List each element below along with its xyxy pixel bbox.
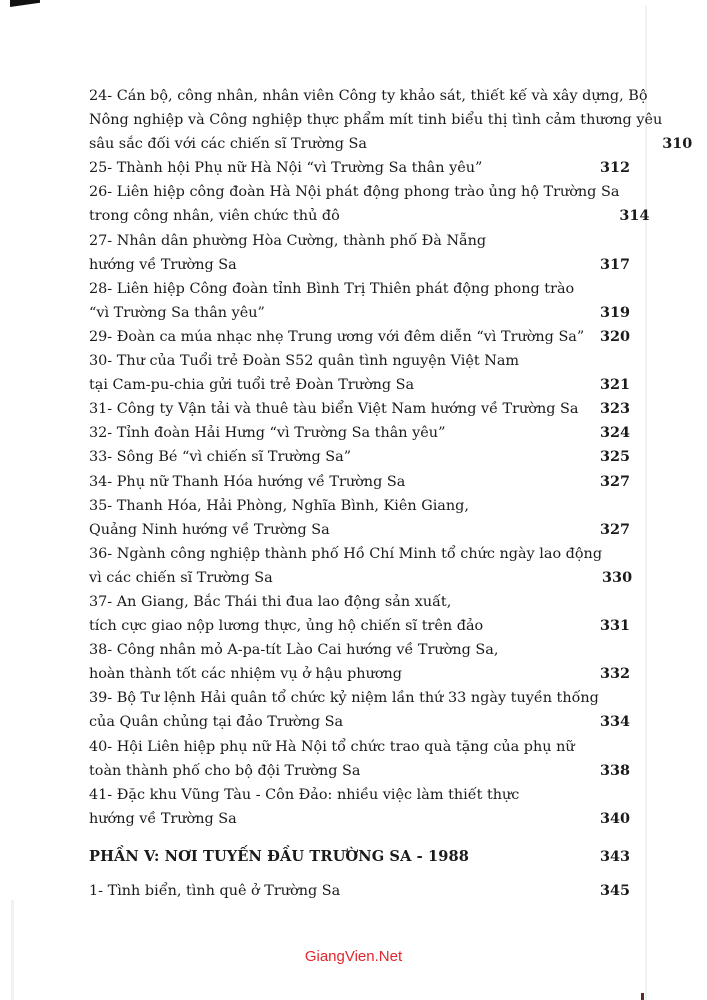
toc-entry-title bbox=[89, 542, 602, 590]
toc-entry bbox=[89, 180, 650, 228]
toc-entry-title bbox=[89, 325, 590, 349]
toc-entry-line: “vì Trường Sa thân yêu” bbox=[89, 304, 265, 321]
toc-entry-title bbox=[89, 180, 619, 228]
toc-page-number: 338 bbox=[599, 761, 630, 779]
toc-entry-title bbox=[89, 638, 590, 686]
toc-entry bbox=[89, 445, 630, 469]
toc-entry bbox=[89, 783, 630, 831]
watermark: GiangVien.Net bbox=[304, 948, 403, 965]
toc-entry-title bbox=[89, 277, 590, 325]
toc-entry bbox=[89, 277, 630, 325]
section-title: PHẦN V: NƠI TUYẾN ĐẦU TRƯỜNG SA - 1988 bbox=[89, 847, 470, 865]
toc-entry-line: 29- Đoàn ca múa nhạc nhẹ Trung ương với đêm diễn “vì Trường Sa” bbox=[89, 328, 585, 345]
toc-page-number: 312 bbox=[599, 159, 630, 177]
toc-entry-title bbox=[89, 735, 590, 783]
toc-entry-line: hướng về Trường Sa bbox=[89, 256, 237, 273]
toc-entry-line: 27- Nhân dân phường Hòa Cường, thành phố Đà Nẵng bbox=[89, 232, 487, 249]
toc-entry-title bbox=[89, 349, 590, 397]
toc-entry-title bbox=[89, 494, 590, 542]
section-page-number: 343 bbox=[599, 847, 630, 865]
toc-entry-line: 32- Tỉnh đoàn Hải Hưng “vì Trường Sa thân yêu” bbox=[89, 425, 446, 442]
toc-entry-title bbox=[89, 445, 590, 469]
toc-page-number: 314 bbox=[619, 207, 650, 225]
scan-corner-mark bbox=[641, 993, 644, 1000]
toc-entry-line: của Quân chủng tại đảo Trường Sa bbox=[89, 714, 344, 731]
toc-page-number: 327 bbox=[599, 520, 630, 538]
toc-entry bbox=[89, 879, 630, 903]
toc-entry-title bbox=[89, 84, 662, 156]
toc-page-number: 340 bbox=[599, 809, 630, 827]
toc-page-number: 345 bbox=[599, 882, 630, 899]
toc-entry-line: 1- Tình biển, tình quê ở Trường Sa bbox=[89, 883, 341, 899]
toc-page-number: 331 bbox=[599, 617, 630, 635]
toc-entry-line: 26- Liên hiệp công đoàn Hà Nội phát động phong trào ủng hộ Trường Sa bbox=[89, 184, 620, 201]
toc-entry-title bbox=[89, 470, 590, 494]
toc-entry bbox=[89, 470, 630, 494]
toc-entry bbox=[89, 325, 630, 349]
toc-entry-title bbox=[89, 783, 590, 831]
toc-entry-line: 40- Hội Liên hiệp phụ nữ Hà Nội tổ chức trao quà tặng của phụ nữ bbox=[89, 738, 575, 755]
toc-entry-line: 25- Thành hội Phụ nữ Hà Nội “vì Trường Sa thân yêu” bbox=[89, 160, 483, 177]
scan-corner-shadow bbox=[10, 0, 40, 7]
toc-entry-line: 39- Bộ Tư lệnh Hải quân tổ chức kỷ niệm lần thứ 33 ngày tuyền thống bbox=[89, 690, 599, 707]
toc-page-number: 310 bbox=[662, 135, 693, 153]
toc-entries bbox=[89, 84, 693, 831]
toc-entry bbox=[89, 397, 630, 421]
toc-entry-title bbox=[89, 590, 590, 638]
toc-entry-line: 30- Thư của Tuổi trẻ Đoàn S52 quân tình nguyện Việt Nam bbox=[89, 353, 520, 370]
toc-entry bbox=[89, 494, 630, 542]
toc-entry-title bbox=[89, 397, 590, 421]
toc-entry bbox=[89, 229, 630, 277]
toc-page-number: 320 bbox=[599, 327, 630, 345]
toc-entry bbox=[89, 542, 633, 590]
toc-entry-line: Nông nghiệp và Công nghiệp thực phẩm mít tinh biểu thị tình cảm thương yêu bbox=[89, 112, 663, 129]
toc-entry-title bbox=[89, 421, 590, 445]
table-of-contents bbox=[89, 84, 693, 903]
toc-entry bbox=[89, 590, 630, 638]
toc-entry-line: 41- Đặc khu Vũng Tàu - Côn Đảo: nhiều việc làm thiết thực bbox=[89, 786, 520, 803]
toc-entry-line: 35- Thanh Hóa, Hải Phòng, Nghĩa Bình, Kiên Giang, bbox=[89, 497, 469, 514]
section-heading bbox=[89, 845, 630, 869]
toc-entry-title bbox=[89, 156, 590, 180]
toc-entry-line: sâu sắc đối với các chiến sĩ Trường Sa bbox=[89, 136, 367, 153]
toc-entry-line: hoàn thành tốt các nhiệm vụ ở hậu phương bbox=[89, 666, 402, 683]
toc-entry-line: 36- Ngành công nghiệp thành phố Hồ Chí Minh tổ chức ngày lao động bbox=[89, 545, 603, 562]
toc-entry bbox=[89, 638, 630, 686]
toc-entry-line: 38- Công nhân mỏ A-pa-tít Lào Cai hướng về Trường Sa, bbox=[89, 642, 499, 659]
toc-entry bbox=[89, 735, 630, 783]
toc-page-number: 325 bbox=[599, 448, 630, 466]
toc-entry-line: 28- Liên hiệp Công đoàn tỉnh Bình Trị Thiên phát động phong trào bbox=[89, 280, 575, 297]
toc-entry bbox=[89, 421, 630, 445]
toc-page-number: 327 bbox=[599, 472, 630, 490]
toc-page-number: 323 bbox=[599, 400, 630, 418]
toc-entry-line: 34- Phụ nữ Thanh Hóa hướng về Trường Sa bbox=[89, 473, 406, 490]
toc-entry-title bbox=[89, 879, 590, 903]
toc-page-number: 317 bbox=[599, 255, 630, 273]
toc-entry-line: 24- Cán bộ, công nhân, nhân viên Công ty khảo sát, thiết kế và xây dựng, Bộ bbox=[89, 88, 648, 104]
toc-entry-title bbox=[89, 229, 590, 277]
toc-entry-line: 37- An Giang, Bắc Thái thi đua lao động sản xuất, bbox=[89, 593, 452, 610]
toc-entry bbox=[89, 686, 630, 734]
toc-entry-line: vì các chiến sĩ Trường Sa bbox=[89, 569, 273, 586]
toc-entry bbox=[89, 156, 630, 180]
toc-entry bbox=[89, 349, 630, 397]
toc-page-number: 319 bbox=[599, 303, 630, 321]
toc-entry-line: tích cực giao nộp lương thực, ủng hộ chiến sĩ trên đảo bbox=[89, 618, 484, 635]
toc-page-number: 324 bbox=[599, 424, 630, 442]
toc-page-number: 332 bbox=[599, 665, 630, 683]
toc-entry-line: hướng về Trường Sa bbox=[89, 810, 237, 827]
toc-entry-line: 31- Công ty Vận tải và thuê tàu biển Việt Nam hướng về Trường Sa bbox=[89, 401, 579, 418]
section-entries bbox=[89, 879, 630, 903]
toc-page-number: 321 bbox=[599, 376, 630, 394]
toc-entry-line: Quảng Ninh hướng về Trường Sa bbox=[89, 521, 330, 538]
toc-page-number: 330 bbox=[602, 568, 633, 586]
toc-entry-line: toàn thành phố cho bộ đội Trường Sa bbox=[89, 762, 361, 779]
toc-entry-title bbox=[89, 686, 599, 734]
toc-entry-line: trong công nhân, viên chức thủ đô bbox=[89, 208, 340, 225]
toc-entry-line: tại Cam-pu-chia gửi tuổi trẻ Đoàn Trường Sa bbox=[89, 377, 415, 394]
toc-entry bbox=[89, 84, 693, 156]
toc-entry-line: 33- Sông Bé “vì chiến sĩ Trường Sa” bbox=[89, 449, 352, 466]
toc-page-number: 334 bbox=[599, 713, 630, 731]
